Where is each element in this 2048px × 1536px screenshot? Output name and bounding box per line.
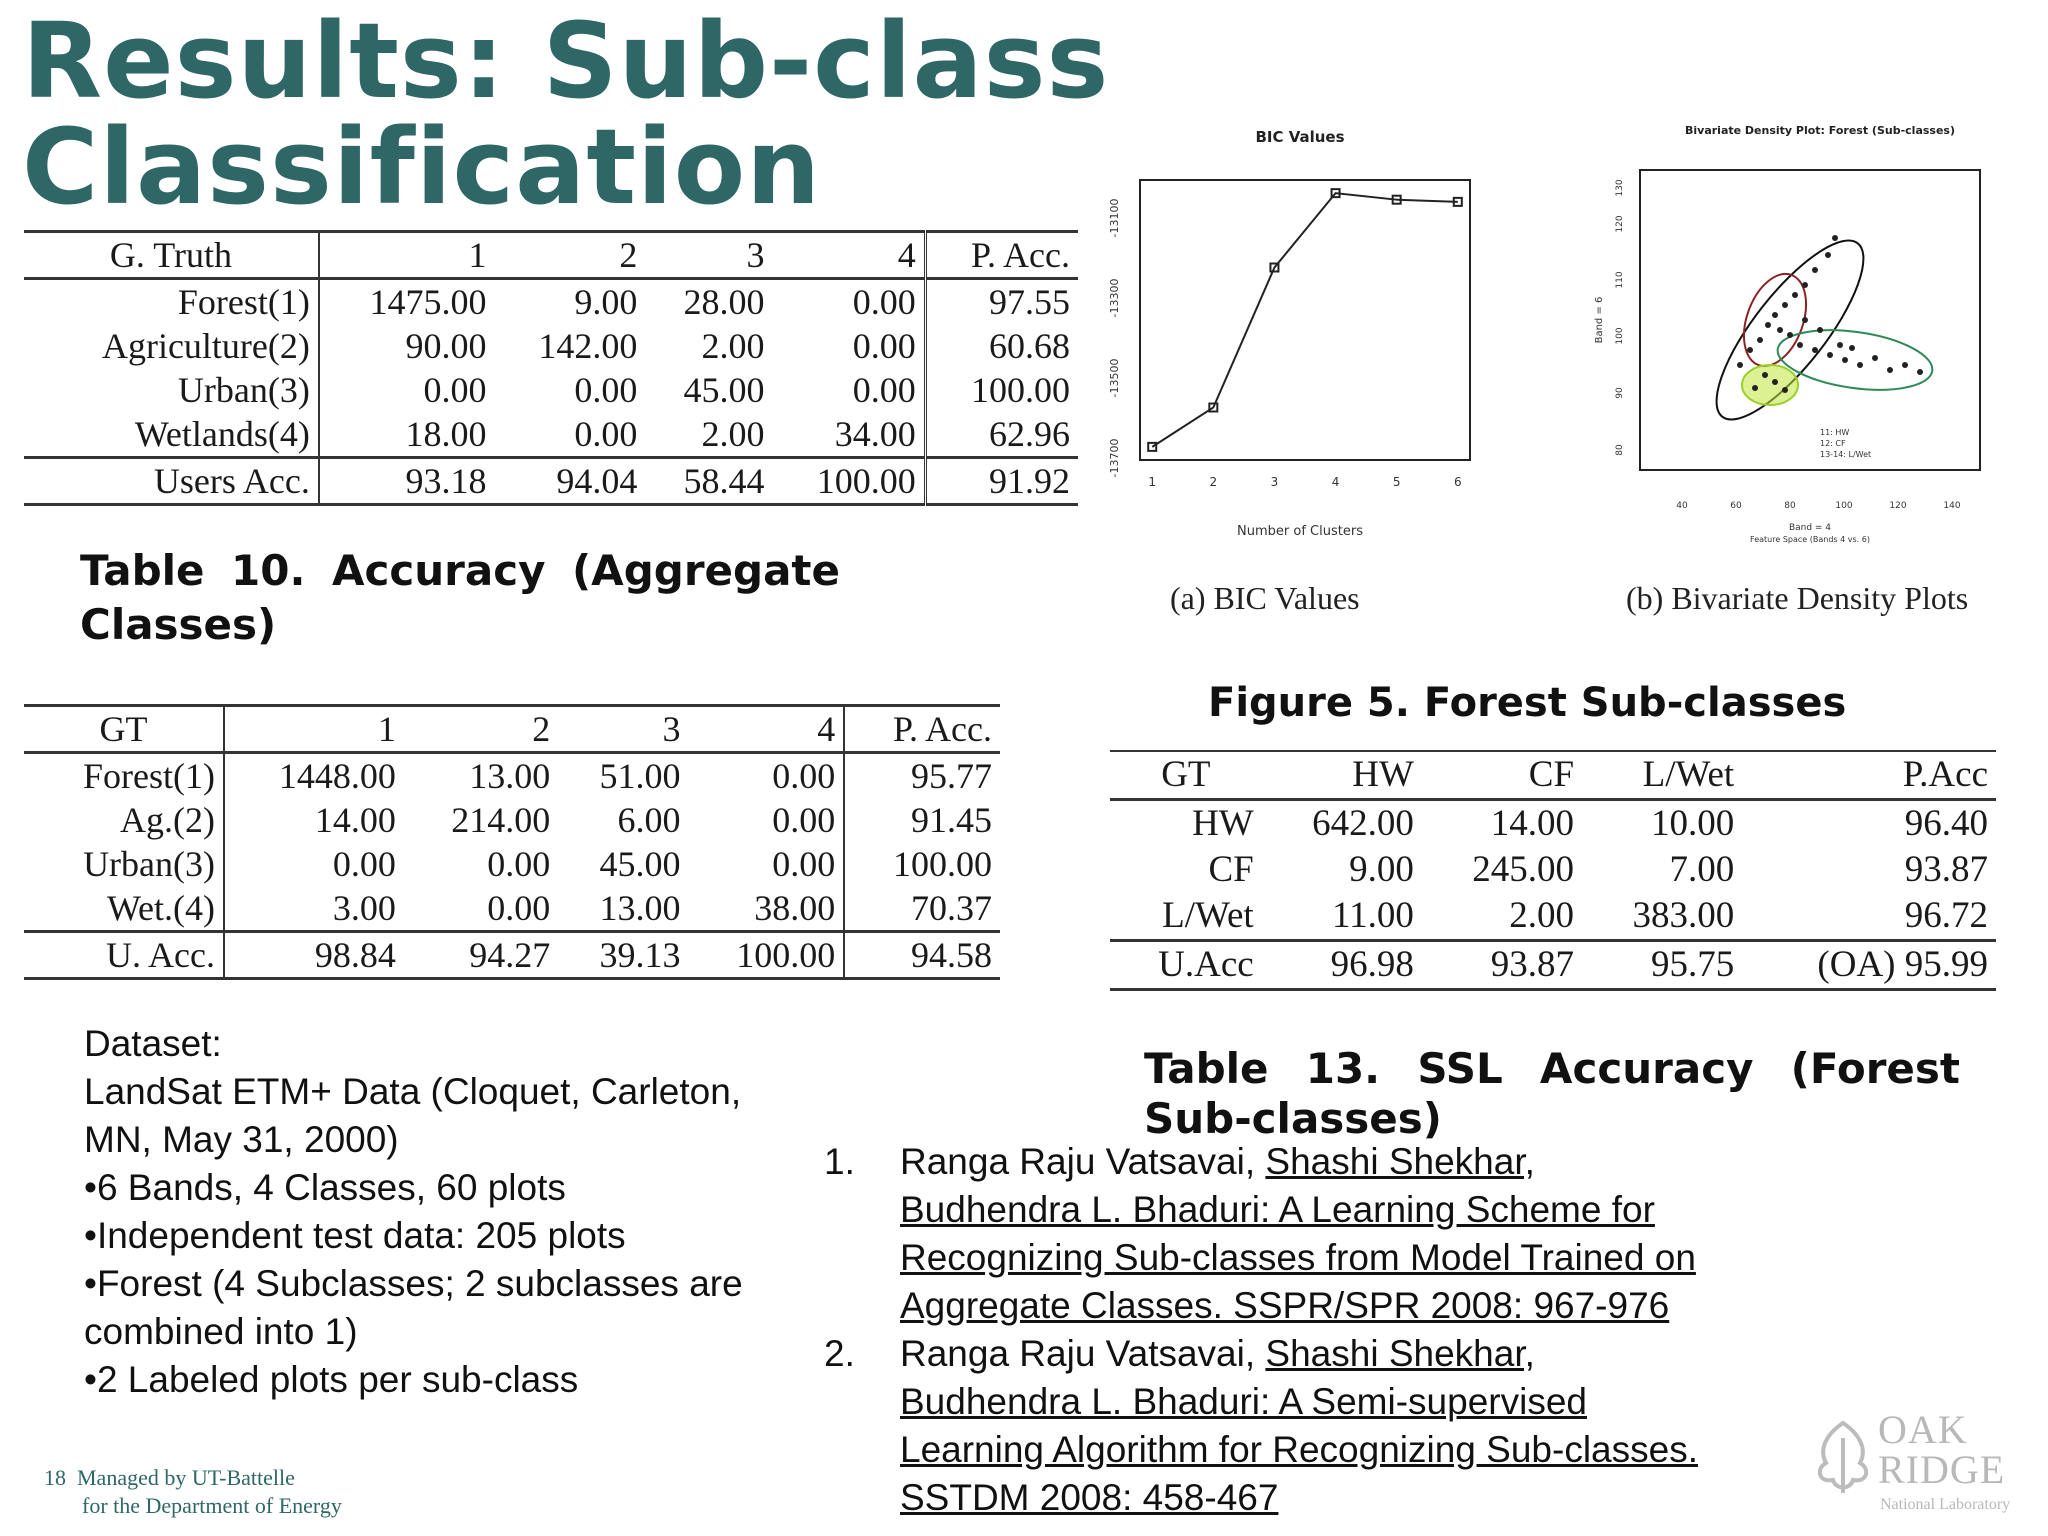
table-cell: 383.00 (1632, 895, 1735, 936)
density-x-tick: 100 (1835, 501, 1853, 511)
table-row (24, 368, 1078, 412)
reference-authors: Ranga Raju Vatsavai, (900, 1333, 1266, 1374)
table-cell: 93.87 (1422, 941, 1582, 990)
table-cell: 2.00 (1509, 895, 1575, 936)
table-row (1110, 893, 1996, 941)
table-cell: Forest(1) (24, 753, 224, 799)
scatter-point (1782, 387, 1788, 393)
bic-x-tick: 6 (1453, 475, 1462, 489)
table-cell: 100.00 (925, 368, 1078, 412)
bic-y-tick: -13100 (1108, 198, 1121, 238)
table-cell: 6.00 (617, 800, 681, 840)
scatter-point (1849, 345, 1855, 351)
table-cell: 94.58 (844, 932, 1000, 979)
dataset-bullet: combined into 1) (84, 1311, 358, 1352)
dataset-bullet: •Forest (4 Subclasses; 2 subclasses are (84, 1263, 743, 1304)
reference-link[interactable]: SSTDM 2008: 458-467 (900, 1477, 1279, 1518)
scatter-point (1797, 342, 1803, 348)
bic-x-tick: 3 (1270, 475, 1279, 489)
table-cell: Ag.(2) (24, 798, 224, 842)
reference-link[interactable]: Learning Algorithm for Recognizing Sub-classes. (900, 1429, 1698, 1470)
density-x-axis-label: Band = 4 (1788, 523, 1832, 533)
bic-y-axis (1108, 199, 1121, 478)
table-cell: 142.00 (538, 326, 638, 366)
scatter-point (1787, 332, 1793, 338)
dataset-description (84, 1020, 824, 1404)
table-cell: 100.00 (689, 932, 845, 979)
table-cell: Agriculture(2) (24, 324, 319, 368)
scatter-point (1802, 317, 1808, 323)
table-cell: 100.00 (772, 458, 925, 505)
reference-link[interactable]: Aggregate Classes. SSPR/SPR 2008: 967-976 (900, 1285, 1670, 1326)
table-header-cell: 2 (404, 706, 558, 753)
table-cell: 62.96 (925, 412, 1078, 458)
table-row (24, 753, 1000, 799)
logo-subtitle: National Laboratory (1880, 1496, 2011, 1513)
scatter-point (1772, 379, 1778, 385)
table-cell: 14.00 (1490, 803, 1575, 844)
table-cell: 90.00 (405, 326, 487, 366)
scatter-point (1765, 322, 1771, 328)
reference-item (824, 1330, 1824, 1522)
dataset-bullet: •Independent test data: 205 plots (84, 1215, 626, 1256)
table-footer-row (1110, 941, 1996, 990)
scatter-point (1812, 347, 1818, 353)
dataset-line: LandSat ETM+ Data (Cloquet, Carleton, (84, 1071, 742, 1112)
density-x-tick: 40 (1676, 501, 1688, 511)
table-13-caption: Table 13. SSL Accuracy (Forest Sub-classes) (1144, 1044, 1960, 1143)
scatter-point (1792, 292, 1798, 298)
table-cell: Urban(3) (24, 842, 224, 886)
table-cell: 10.00 (1650, 803, 1735, 844)
footer-line: for the Department of Energy (82, 1493, 342, 1518)
table-cell: 2.00 (701, 326, 765, 366)
scatter-point (1872, 355, 1878, 361)
scatter-point (1842, 357, 1848, 363)
density-plot-frame (1640, 170, 1980, 470)
slide-title-line1: Results: Sub-class (22, 0, 1110, 122)
leaf-icon (1808, 1418, 1878, 1498)
table-cell: 2.00 (701, 414, 765, 454)
bic-subcaption: (a) BIC Values (1170, 580, 1360, 616)
density-subcaption: (b) Bivariate Density Plots (1626, 580, 1969, 616)
table-row (24, 279, 1078, 325)
table-cell: 96.72 (1904, 895, 1988, 936)
table-cell: 0.00 (852, 370, 916, 410)
table-cell: 0.00 (574, 370, 638, 410)
table-cell: 93.18 (319, 458, 495, 505)
dataset-heading: Dataset: (84, 1023, 222, 1064)
table-cell: 1475.00 (369, 282, 487, 322)
table-13 (1110, 750, 1996, 991)
table-cell: Urban(3) (24, 368, 319, 412)
dataset-bullet: •2 Labeled plots per sub-class (84, 1359, 579, 1400)
table-cell: 45.00 (683, 370, 765, 410)
table-row (24, 412, 1078, 458)
table-header-cell: G. Truth (24, 232, 319, 279)
references-list (824, 1138, 1824, 1522)
table-cell: 51.00 (599, 756, 681, 796)
table-cell: 18.00 (405, 414, 487, 454)
table-row (24, 886, 1000, 932)
table-header-cell: 2 (495, 232, 646, 279)
bic-y-tick: -13700 (1108, 438, 1121, 478)
reference-link[interactable]: Shashi Shekhar, (1265, 1141, 1535, 1182)
table-cell: 39.13 (558, 932, 688, 979)
table-header-cell: 1 (224, 706, 404, 753)
table-cell: 0.00 (487, 844, 551, 884)
table-cell: Users Acc. (24, 458, 319, 505)
table-row (1110, 800, 1996, 848)
page-number: 18 (44, 1465, 66, 1490)
table-footer-row (24, 458, 1078, 505)
legend-entry: 13-14: L/Wet (1820, 450, 1872, 459)
table-cell: Forest(1) (24, 279, 319, 325)
table-cell: 0.00 (772, 756, 836, 796)
scatter-point (1832, 235, 1838, 241)
table-cell: 245.00 (1472, 849, 1575, 890)
bic-x-tick: 1 (1148, 475, 1157, 489)
table-cell: 0.00 (332, 844, 396, 884)
table-cell: 96.98 (1262, 941, 1422, 990)
table-cell: 38.00 (754, 888, 836, 928)
scatter-point (1812, 267, 1818, 273)
table-header-cell: P. Acc. (844, 706, 1000, 753)
slide-footer (44, 1464, 342, 1520)
bic-y-tick: -13300 (1108, 278, 1121, 318)
table-header-cell: GT (24, 706, 224, 753)
table-cell: L/Wet (1162, 895, 1254, 936)
table-header-cell: HW (1262, 751, 1422, 800)
density-legend (1820, 428, 1871, 459)
bic-series-line (1152, 193, 1458, 447)
table-cell: 1448.00 (278, 756, 396, 796)
table-cell: 9.00 (1349, 849, 1414, 890)
table-cell: 0.00 (423, 370, 487, 410)
density-plot (1590, 120, 2010, 560)
table-header-row (1110, 751, 1996, 800)
table-row (24, 324, 1078, 368)
table-cell: 0.00 (852, 326, 916, 366)
table-row (24, 842, 1000, 886)
density-y-tick: 100 (1615, 327, 1625, 345)
density-y-axis (1615, 179, 1625, 456)
reference-number: 1. (824, 1141, 855, 1182)
reference-link[interactable]: Recognizing Sub-classes from Model Trained on (900, 1237, 1696, 1278)
table-header-cell: 1 (319, 232, 495, 279)
scatter-point (1737, 362, 1743, 368)
scatter-point (1747, 347, 1753, 353)
table-row (24, 798, 1000, 842)
table-header-cell: 3 (558, 706, 688, 753)
table-cell: 94.27 (404, 932, 558, 979)
table-header-cell: P.Acc (1742, 751, 1996, 800)
reference-link[interactable]: Shashi Shekhar, (1265, 1333, 1535, 1374)
table-cell: 0.00 (772, 844, 836, 884)
table-cell: 34.00 (834, 414, 916, 454)
dataset-line: MN, May 31, 2000) (84, 1119, 399, 1160)
logo-oak: OAK (1878, 1407, 1968, 1452)
scatter-point (1817, 327, 1823, 333)
table-footer-row (24, 932, 1000, 979)
figure-5-caption: Figure 5. Forest Sub-classes (1208, 680, 1847, 726)
table-cell: HW (1192, 803, 1254, 844)
table-cell: 93.87 (1904, 849, 1988, 890)
legend-entry: 11: HW (1820, 428, 1850, 437)
density-y-tick: 90 (1615, 387, 1625, 399)
scatter-point (1917, 369, 1923, 375)
scatter-point (1752, 385, 1758, 391)
table-cell: 3.00 (332, 888, 396, 928)
table-cell: 214.00 (451, 800, 551, 840)
scatter-point (1762, 372, 1768, 378)
table-cell: 91.45 (844, 798, 1000, 842)
table-cell: 11.00 (1331, 895, 1414, 936)
scatter-point (1837, 342, 1843, 348)
table-cell: 91.92 (925, 458, 1078, 505)
table-header-cell: GT (1110, 751, 1262, 800)
footer-line: Managed by UT-Battelle (77, 1465, 295, 1490)
table-cell: 96.40 (1904, 803, 1988, 844)
table-header-cell: 4 (689, 706, 845, 753)
slide-title (22, 0, 1110, 228)
density-x-axis (1676, 501, 1961, 511)
table-cell: 0.00 (772, 800, 836, 840)
table-cell: Wet.(4) (24, 886, 224, 932)
table-cell: 0.00 (487, 888, 551, 928)
table-cell: 7.00 (1669, 849, 1735, 890)
scatter-point (1772, 312, 1778, 318)
table-header-cell: 3 (645, 232, 772, 279)
table-cell: 60.68 (925, 324, 1078, 368)
reference-authors: Ranga Raju Vatsavai, (900, 1141, 1266, 1182)
table-header-row (24, 706, 1000, 753)
table-cell: 45.00 (599, 844, 681, 884)
bic-x-tick: 4 (1331, 475, 1340, 489)
bic-y-tick: -13500 (1108, 358, 1121, 398)
bic-plot-frame (1140, 180, 1470, 460)
reference-link[interactable]: Budhendra L. Bhaduri: A Learning Scheme for (900, 1189, 1655, 1230)
density-y-tick: 110 (1615, 271, 1625, 289)
hw-density-ellipse (1694, 221, 1886, 439)
table-cell: 14.00 (314, 800, 396, 840)
table-header-cell: P. Acc. (925, 232, 1078, 279)
bic-chart (1090, 120, 1530, 550)
density-x-tick: 140 (1943, 501, 1961, 511)
table-cell: 94.04 (495, 458, 646, 505)
scatter-point (1802, 282, 1808, 288)
density-y-tick: 130 (1615, 179, 1625, 197)
bic-chart-title: BIC Values (1255, 128, 1345, 146)
table-cell: 70.37 (844, 886, 1000, 932)
table-cell: 13.00 (599, 888, 681, 928)
reference-link[interactable]: Budhendra L. Bhaduri: A Semi-supervised (900, 1381, 1587, 1422)
table-cell: U. Acc. (24, 932, 224, 979)
table-10-caption: Table 10. Accuracy (Aggregate Classes) (80, 546, 840, 649)
scatter-point (1825, 252, 1831, 258)
table-cell: 0.00 (574, 414, 638, 454)
density-x-axis-sublabel: Feature Space (Bands 4 vs. 6) (1750, 535, 1870, 544)
table-cell: CF (1208, 849, 1254, 890)
density-x-tick: 120 (1889, 501, 1907, 511)
reference-item (824, 1138, 1824, 1330)
table-header-cell: L/Wet (1582, 751, 1742, 800)
bic-x-tick: 2 (1209, 475, 1218, 489)
scatter-point (1782, 302, 1788, 308)
table-cell: U.Acc (1110, 941, 1262, 990)
density-y-tick: 80 (1615, 444, 1625, 456)
density-plot-title: Bivariate Density Plot: Forest (Sub-classes) (1685, 124, 1955, 137)
table-cell: 28.00 (683, 282, 765, 322)
scatter-point (1757, 337, 1763, 343)
dataset-bullet: •6 Bands, 4 Classes, 60 plots (84, 1167, 566, 1208)
bic-series (1148, 189, 1462, 489)
density-x-tick: 80 (1784, 501, 1796, 511)
table-header-cell: CF (1422, 751, 1582, 800)
slide-title-line2: Classification (22, 106, 822, 228)
table-cell: 98.84 (224, 932, 404, 979)
oak-ridge-logo (1808, 1407, 2038, 1526)
table-cell: 95.77 (844, 753, 1000, 799)
logo-ridge: RIDGE (1878, 1447, 2006, 1492)
table-row (1110, 847, 1996, 893)
table-cell: (OA) 95.99 (1742, 941, 1996, 990)
table-cell: Wetlands(4) (24, 412, 319, 458)
scatter-point (1857, 362, 1863, 368)
table-10 (24, 230, 1078, 506)
table-cell: 58.44 (645, 458, 772, 505)
bic-x-axis-label: Number of Clusters (1237, 524, 1363, 539)
table-cell: 9.00 (574, 282, 638, 322)
table-cell: 97.55 (925, 279, 1078, 325)
legend-entry: 12: CF (1820, 439, 1846, 448)
scatter-point (1777, 327, 1783, 333)
scatter-point (1887, 367, 1893, 373)
bic-x-tick: 5 (1392, 475, 1401, 489)
table-cell: 642.00 (1312, 803, 1414, 844)
density-x-tick: 60 (1730, 501, 1742, 511)
table-cell: 13.00 (469, 756, 551, 796)
reference-number: 2. (824, 1333, 855, 1374)
yellow-cluster-blob (1742, 365, 1798, 405)
table-header-cell: 4 (772, 232, 925, 279)
table-cell: 95.75 (1582, 941, 1742, 990)
density-y-tick: 120 (1615, 215, 1625, 233)
table-cell: 0.00 (852, 282, 916, 322)
density-y-axis-label: Band = 6 (1594, 296, 1605, 344)
table-gt (24, 704, 1000, 980)
scatter-point (1827, 352, 1833, 358)
scatter-point (1902, 362, 1908, 368)
table-cell: 100.00 (844, 842, 1000, 886)
table-header-row (24, 232, 1078, 279)
